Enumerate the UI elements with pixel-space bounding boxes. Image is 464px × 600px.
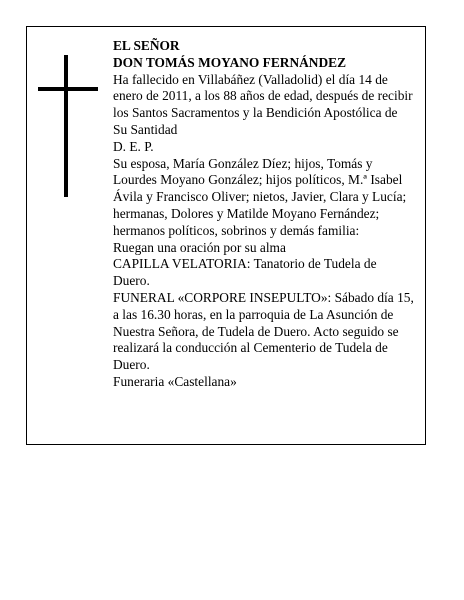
deceased-name: DON TOMÁS MOYANO FERNÁNDEZ — [113, 54, 346, 70]
notice-line: los Santos Sacramentos y la Bendición Apostólica de — [113, 105, 398, 121]
notice-line: Ha fallecido en Villabáñez (Valladolid) el día 14 de — [113, 71, 388, 87]
prayer-request-line: Ruegan una oración por su alma — [113, 239, 286, 255]
chapel-line: Duero. — [113, 273, 150, 289]
notice-line: Ávila y Francisco Oliver; nietos, Javier, Clara y Lucía; — [113, 189, 407, 205]
chapel-line: CAPILLA VELATORIA: Tanatorio de Tudela de — [113, 256, 377, 272]
notice-line: Lourdes Moyano González; hijos políticos, M.ª Isabel — [113, 172, 403, 188]
obituary-text — [113, 38, 419, 391]
notice-line: Su Santidad — [113, 121, 178, 137]
notice-line: hermanos políticos, sobrinos y demás familia: — [113, 222, 360, 238]
notice-heading: EL SEÑOR — [113, 38, 180, 53]
funeral-line: FUNERAL «CORPORE INSEPULTO»: Sábado día 15, — [113, 289, 414, 305]
notice-line: hermanas, Dolores y Matilde Moyano Fernández; — [113, 205, 380, 221]
cross-horizontal-bar — [38, 87, 98, 91]
notice-line: enero de 2011, a los 88 años de edad, después de recibir — [113, 88, 413, 104]
notice-line: Su esposa, María González Díez; hijos, Tomás y — [113, 155, 373, 171]
funeral-line: a las 16.30 horas, en la parroquia de La Asunción de — [113, 306, 394, 322]
rip-line: D. E. P. — [113, 138, 154, 154]
latin-cross-icon — [38, 55, 98, 197]
funeral-home-line: Funeraria «Castellana» — [113, 373, 237, 389]
funeral-line: Duero. — [113, 357, 150, 373]
funeral-line: realizará la conducción al Cementerio de Tudela de — [113, 340, 388, 356]
cross-vertical-bar — [64, 55, 68, 197]
funeral-line: Nuestra Señora, de Tudela de Duero. Acto seguido se — [113, 323, 399, 339]
